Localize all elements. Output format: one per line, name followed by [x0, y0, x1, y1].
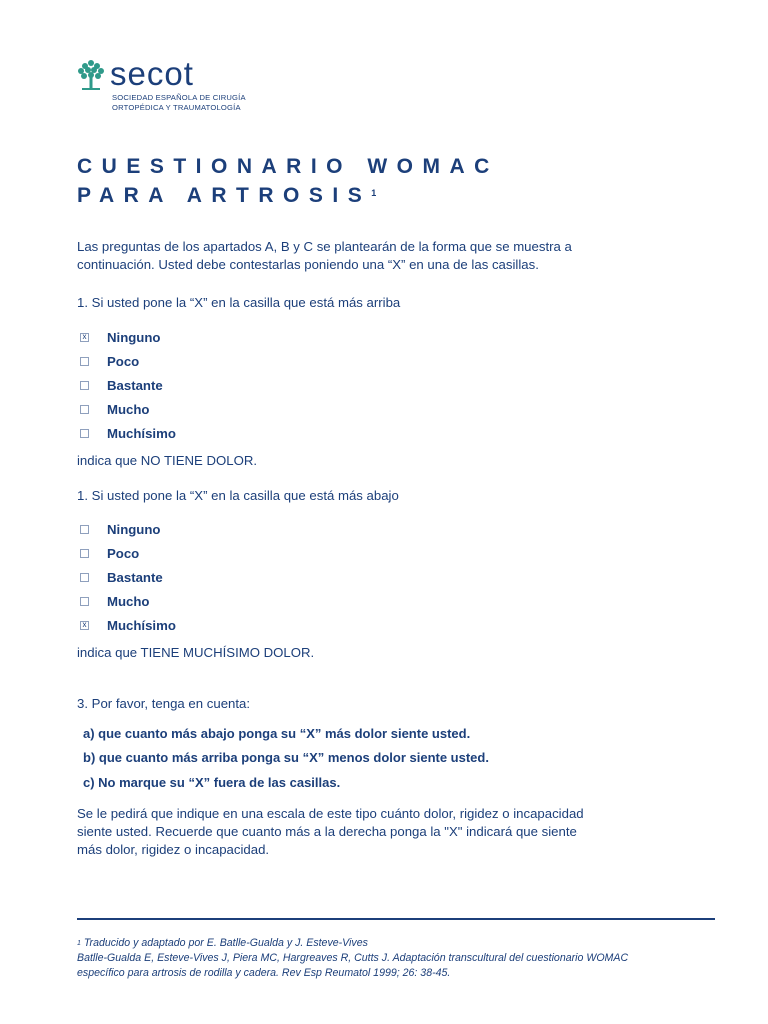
scale-line1: Se le pedirá que indique en una escala de este tipo cuánto dolor, rigidez o incapacidad: [77, 806, 584, 821]
example1-option-4[interactable]: [80, 400, 150, 418]
title-footnote-mark: 1: [371, 188, 377, 198]
logo-subtitle-line1: SOCIEDAD ESPAÑOLA DE CIRUGÍA: [112, 93, 246, 102]
footnote-line1-text: Traducido y adaptado por E. Batlle-Gualda y J. Esteve-Vives: [83, 937, 368, 949]
document-title: [77, 152, 499, 210]
intro-line1: Las preguntas de los apartados A, B y C se plantearán de la forma que se muestra a: [77, 239, 572, 254]
checkbox[interactable]: x: [80, 333, 89, 342]
example1-option-3[interactable]: [80, 376, 163, 394]
example1-option-5[interactable]: [80, 424, 176, 442]
logo-wordmark: secot: [110, 55, 194, 92]
example1-option-1[interactable]: [80, 328, 160, 346]
checkbox[interactable]: [80, 429, 89, 438]
footnote-line1: [77, 936, 628, 951]
checkbox[interactable]: [80, 405, 89, 414]
option-label: Muchísimo: [107, 425, 176, 441]
option-label: Mucho: [107, 593, 150, 609]
note-c: c) No marque su “X” fuera de las casillas.: [83, 775, 341, 790]
checkbox[interactable]: x: [80, 621, 89, 630]
secot-logo: [76, 56, 276, 116]
footnote-line2: Batlle-Gualda E, Esteve-Vives J, Piera MC, Hargreaves R, Cutts J. Adaptación transcultural del cuestionario WOMAC: [77, 952, 629, 964]
scale-line2: siente usted. Recuerde que cuanto más a la derecha ponga la "X" indicará que siente: [77, 824, 577, 839]
option-label: Mucho: [107, 401, 150, 417]
option-label: Poco: [107, 353, 140, 369]
title-line2-text: PARA ARTROSIS: [77, 184, 372, 207]
example1-heading: 1. Si usted pone la “X” en la casilla que está más arriba: [77, 295, 401, 310]
checkbox[interactable]: [80, 549, 89, 558]
logo-subtitle: [112, 93, 246, 112]
example2-option-3[interactable]: [80, 568, 163, 586]
example2-result: indica que TIENE MUCHÍSIMO DOLOR.: [77, 645, 315, 660]
title-line1: CUESTIONARIO WOMAC: [77, 155, 499, 178]
checkbox[interactable]: [80, 381, 89, 390]
option-label: Poco: [107, 545, 140, 561]
notes-heading: 3. Por favor, tenga en cuenta:: [77, 696, 251, 711]
footnote-divider: [77, 918, 715, 920]
footnote-mark: 1: [77, 940, 81, 947]
scale-line3: más dolor, rigidez o incapacidad.: [77, 842, 270, 857]
option-label: Bastante: [107, 377, 163, 393]
note-b: b) que cuanto más arriba ponga su “X” menos dolor siente usted.: [83, 750, 489, 765]
example2-heading: 1. Si usted pone la “X” en la casilla que está más abajo: [77, 488, 399, 503]
example1-result: indica que NO TIENE DOLOR.: [77, 453, 258, 468]
example2-option-4[interactable]: [80, 592, 150, 610]
footnote-line3: específico para artrosis de rodilla y cadera. Rev Esp Reumatol 1999; 26: 38-45.: [77, 967, 451, 979]
option-label: Muchísimo: [107, 617, 176, 633]
option-label: Ninguno: [107, 521, 161, 537]
example2-option-5[interactable]: [80, 616, 176, 634]
logo-subtitle-line2: ORTOPÉDICA Y TRAUMATOLOGÍA: [112, 102, 241, 112]
option-label: Ninguno: [107, 329, 161, 345]
scale-paragraph: [77, 805, 584, 859]
tree-icon: [76, 58, 106, 92]
example1-option-2[interactable]: [80, 352, 139, 370]
intro-line2: continuación. Usted debe contestarlas poniendo una “X” en una de las casillas.: [77, 257, 539, 272]
checkbox[interactable]: [80, 597, 89, 606]
checkbox[interactable]: [80, 357, 89, 366]
example2-option-1[interactable]: [80, 520, 160, 538]
option-label: Bastante: [107, 569, 163, 585]
checkbox[interactable]: [80, 525, 89, 534]
note-a: a) que cuanto más abajo ponga su “X” más dolor siente usted.: [83, 726, 471, 741]
example2-option-2[interactable]: [80, 544, 139, 562]
title-line2: [77, 181, 499, 210]
checkbox[interactable]: [80, 573, 89, 582]
intro-paragraph: [77, 238, 572, 274]
footnote: [77, 936, 628, 981]
